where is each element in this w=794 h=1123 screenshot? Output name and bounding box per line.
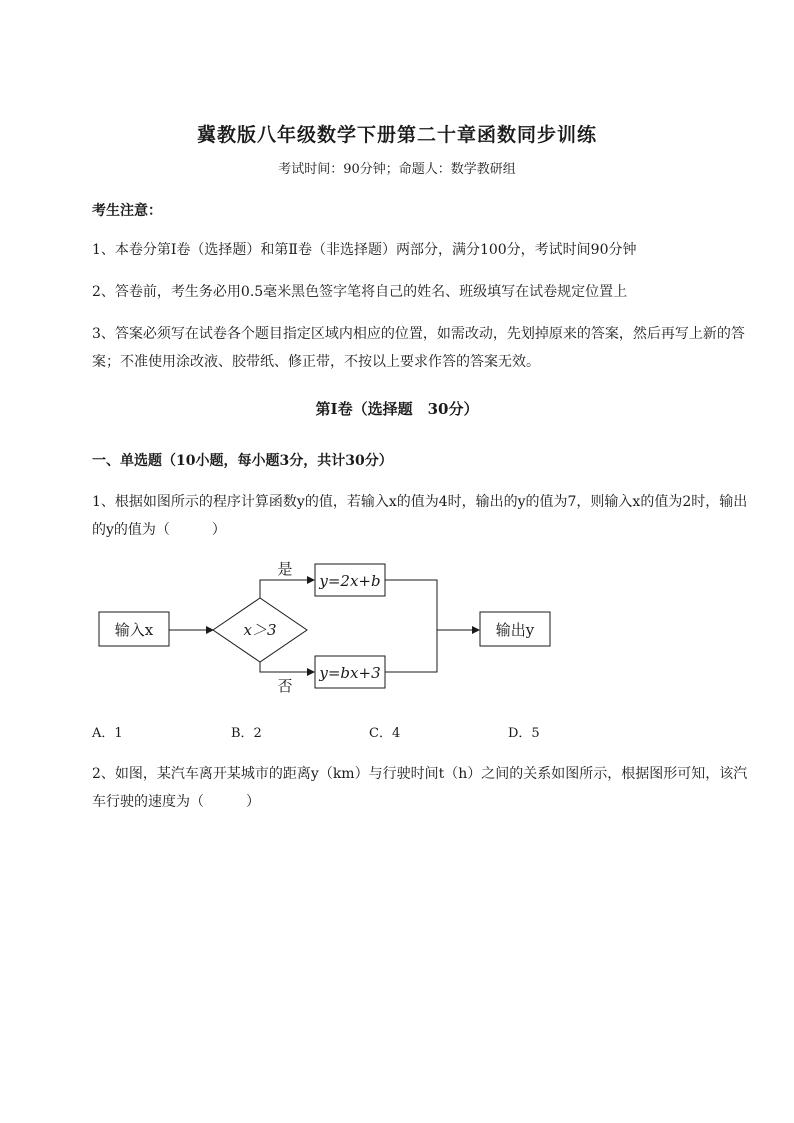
section-title: 第I卷（选择题 30分） [315,400,479,418]
no-formula-box [315,656,385,688]
notice-item-3: 3、答案必须写在试卷各个题目指定区域内相应的位置，如需改动，先划掉原来的答案，然后再写上新的答案；不准使用涂改液、胶带纸、修正带，不按以上要求作答的答案无效。 [92,326,745,370]
condition-label: x＞3 [243,621,277,639]
choice-d: D．5 [508,726,540,741]
yes-branch-arrow [260,580,314,598]
output-label: 输出y [495,621,535,639]
choice-c: C．4 [369,726,401,741]
no-formula: y=bx+3 [319,664,381,682]
question-1-choices [92,722,692,742]
input-label: 输入x [114,621,154,639]
notice-item-2: 2、答卷前，考生务必用0.5毫米黑色签字笔将自己的姓名、班级填写在试卷规定位置上 [92,284,628,300]
question-1-text: 1、根据如图所示的程序计算函数y的值，若输入x的值为4时，输出的y的值为7，则输入x的值为2时，输出的y的值为（ ） [92,494,748,538]
no-label: 否 [277,677,293,695]
notice-item-1: 1、本卷分第I卷（选择题）和第Ⅱ卷（非选择题）两部分，满分100分，考试时间90分钟 [92,242,637,258]
yes-formula-box [315,564,385,596]
yes-label: 是 [277,560,293,578]
no-branch-arrow [260,662,314,672]
notice-heading: 考生注意： [92,203,162,219]
choice-a: A．1 [92,726,123,741]
yes-formula: y=2x+b [319,572,381,590]
program-flowchart [92,560,562,700]
input-box [99,612,169,646]
part-heading: 一、单选题（10小题，每小题3分，共计30分） [92,453,393,469]
output-box [480,612,550,646]
merge-connector [385,580,437,672]
document-title: 冀教版八年级数学下册第二十章函数同步训练 [196,124,597,146]
document-subtitle: 考试时间：90分钟；命题人：数学教研组 [278,162,516,177]
question-2-text: 2、如图，某汽车离开某城市的距离y（km）与行驶时间t（h）之间的关系如图所示，根据图形可知，该汽车行驶的速度为（ ） [92,766,748,810]
condition-diamond [213,598,307,662]
choice-b: B．2 [231,726,262,741]
